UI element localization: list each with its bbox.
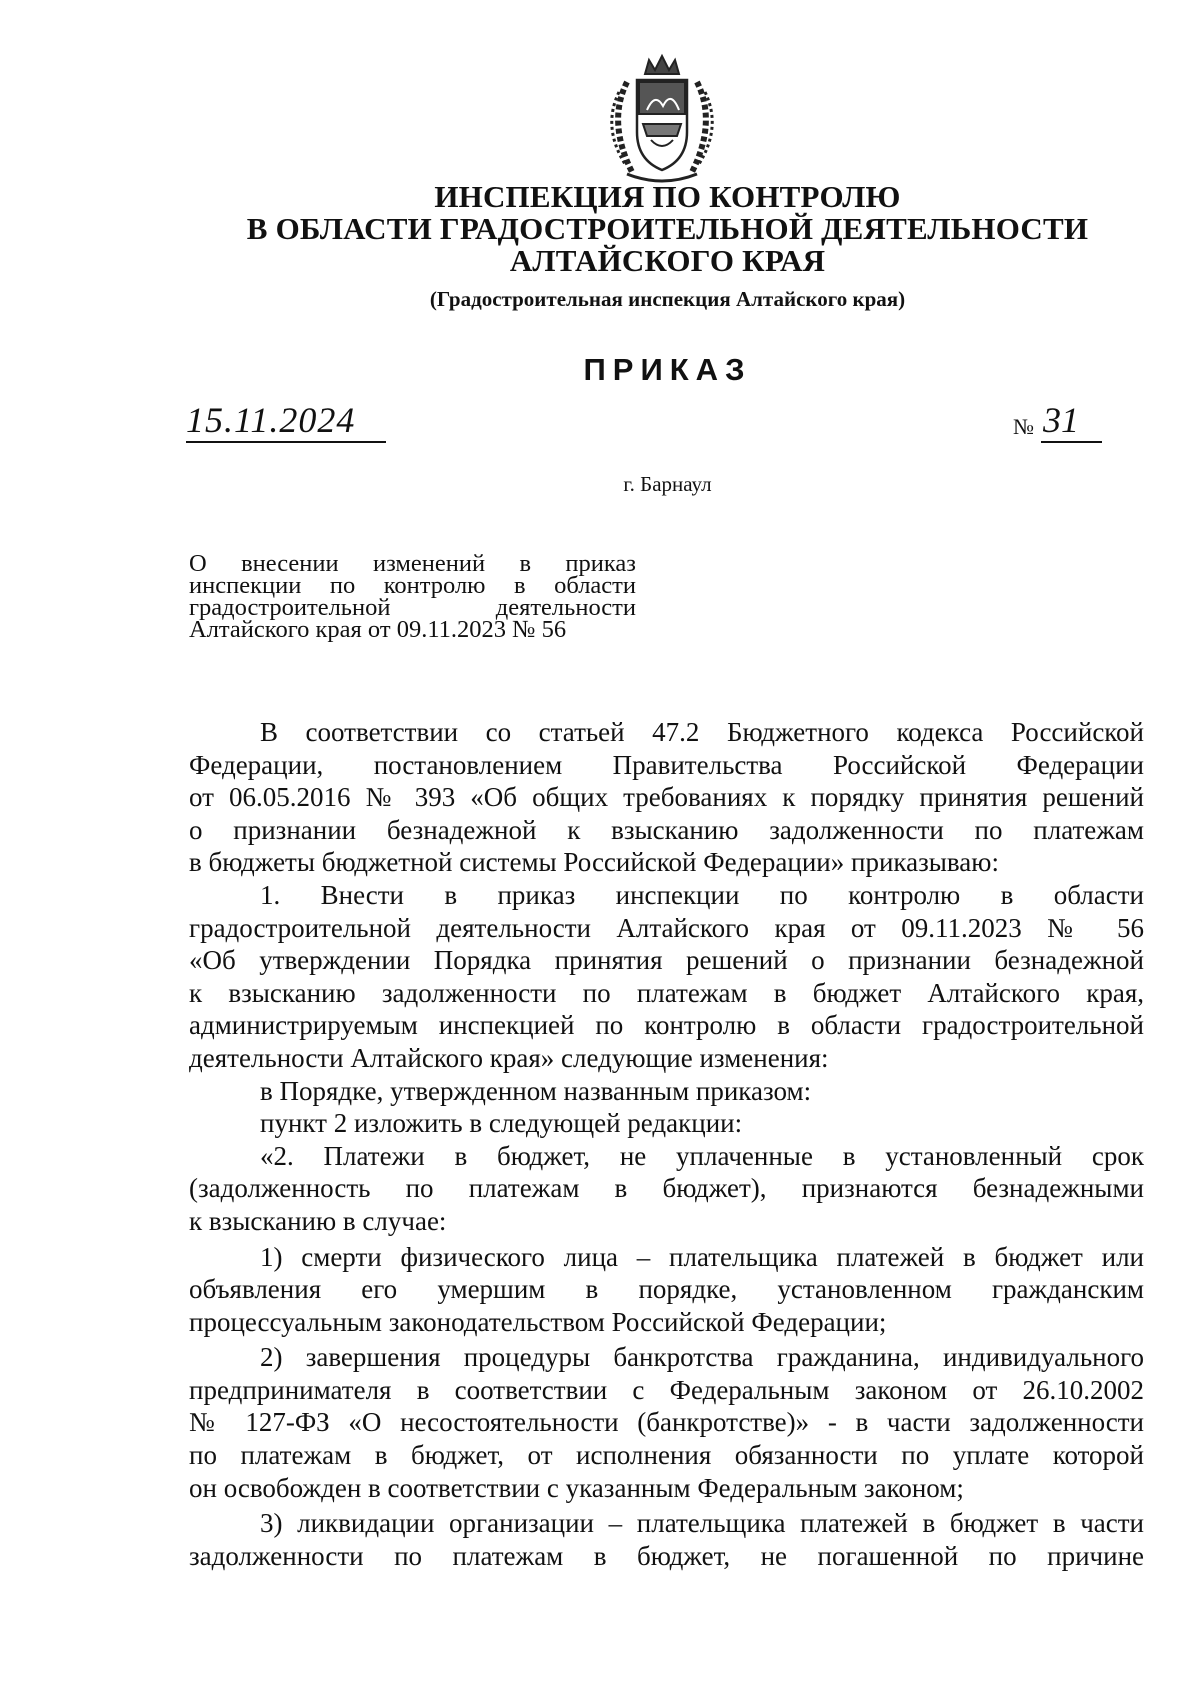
body-line: от 06.05.2016 № 393 «Об общих требованиях к порядку принятия решений: [189, 782, 1144, 813]
body-line: № 127-ФЗ «О несостоятельности (банкротстве)» - в части задолженности: [189, 1407, 1144, 1438]
body-line: деятельности Алтайского края» следующие изменения:: [189, 1042, 829, 1073]
document-subject: [189, 550, 636, 643]
body-line: в бюджеты бюджетной системы Российской Федерации» приказываю:: [189, 847, 999, 878]
body-line: «Об утверждении Порядка принятия решений о признании безнадежной: [189, 945, 1144, 976]
number-label: №: [1013, 414, 1034, 439]
body-line: предпринимателя в соответствии с Федеральным законом от 26.10.2002: [189, 1374, 1144, 1405]
org-name-line-3: АЛТАЙСКОГО КРАЯ: [509, 243, 826, 278]
org-short-name: (Градостроительная инспекция Алтайского края): [429, 287, 906, 311]
subject-line: О внесении изменений в приказ: [189, 550, 636, 577]
body-line: по платежам в бюджет, от исполнения обязанности по уплате которой: [189, 1440, 1144, 1471]
body-line: 3) ликвидации организации – плательщика платежей в бюджет в части: [260, 1508, 1144, 1539]
body-line: он освобожден в соответствии с указанным Федеральным законом;: [189, 1472, 964, 1503]
body-line: градостроительной деятельности Алтайского края от 09.11.2023 № 56: [189, 912, 1144, 943]
body-line: (задолженность по платежам в бюджет), признаются безнадежными: [189, 1173, 1144, 1204]
body-line: в Порядке, утвержденном названным приказом:: [260, 1075, 812, 1106]
body-line: пункт 2 изложить в следующей редакции:: [260, 1108, 743, 1139]
subject-line: инспекции по контролю в области: [189, 572, 636, 599]
document-type-title: ПРИКАЗ: [583, 352, 752, 387]
org-name-line-1: ИНСПЕКЦИЯ ПО КОНТРОЛЮ: [434, 179, 901, 214]
body-line: 1) смерти физического лица – плательщика платежей в бюджет или: [260, 1241, 1144, 1272]
subject-line: градостроительной деятельности: [189, 594, 636, 621]
date-underline: [186, 441, 386, 443]
body-line: В соответствии со статьей 47.2 Бюджетного кодекса Российской: [260, 717, 1144, 747]
org-name-line-2: В ОБЛАСТИ ГРАДОСТРОИТЕЛЬНОЙ ДЕЯТЕЛЬНОСТИ: [246, 211, 1089, 246]
body-line: 2) завершения процедуры банкротства гражданина, индивидуального: [260, 1342, 1144, 1373]
document-date: 15.11.2024: [186, 400, 356, 440]
body-line: о признании безнадежной к взысканию задолженности по платежам: [189, 814, 1144, 845]
body-line: процессуальным законодательством Российской Федерации;: [189, 1306, 887, 1337]
body-line: Федерации, постановлением Правительства Российской Федерации: [189, 749, 1144, 780]
number-underline: [1041, 441, 1102, 443]
body-line: к взысканию в случае:: [189, 1205, 447, 1236]
body-line: задолженности по платежам в бюджет, не погашенной по причине: [189, 1540, 1144, 1571]
body-line: к взысканию задолженности по платежам в бюджет Алтайского края,: [189, 977, 1144, 1008]
city: г. Барнаул: [623, 472, 712, 496]
body-line: администрируемым инспекцией по контролю в области градостроительной: [189, 1010, 1144, 1041]
body-line: «2. Платежи в бюджет, не уплаченные в установленный срок: [260, 1140, 1144, 1171]
coat-of-arms-icon: [597, 52, 727, 192]
body-line: объявления его умершим в порядке, установленном гражданским: [189, 1274, 1144, 1305]
subject-line: Алтайского края от 09.11.2023 № 56: [189, 616, 567, 643]
document-body: [189, 716, 1144, 1572]
body-line: 1. Внести в приказ инспекции по контролю в области: [260, 879, 1144, 910]
document-number: 31: [1043, 400, 1079, 440]
